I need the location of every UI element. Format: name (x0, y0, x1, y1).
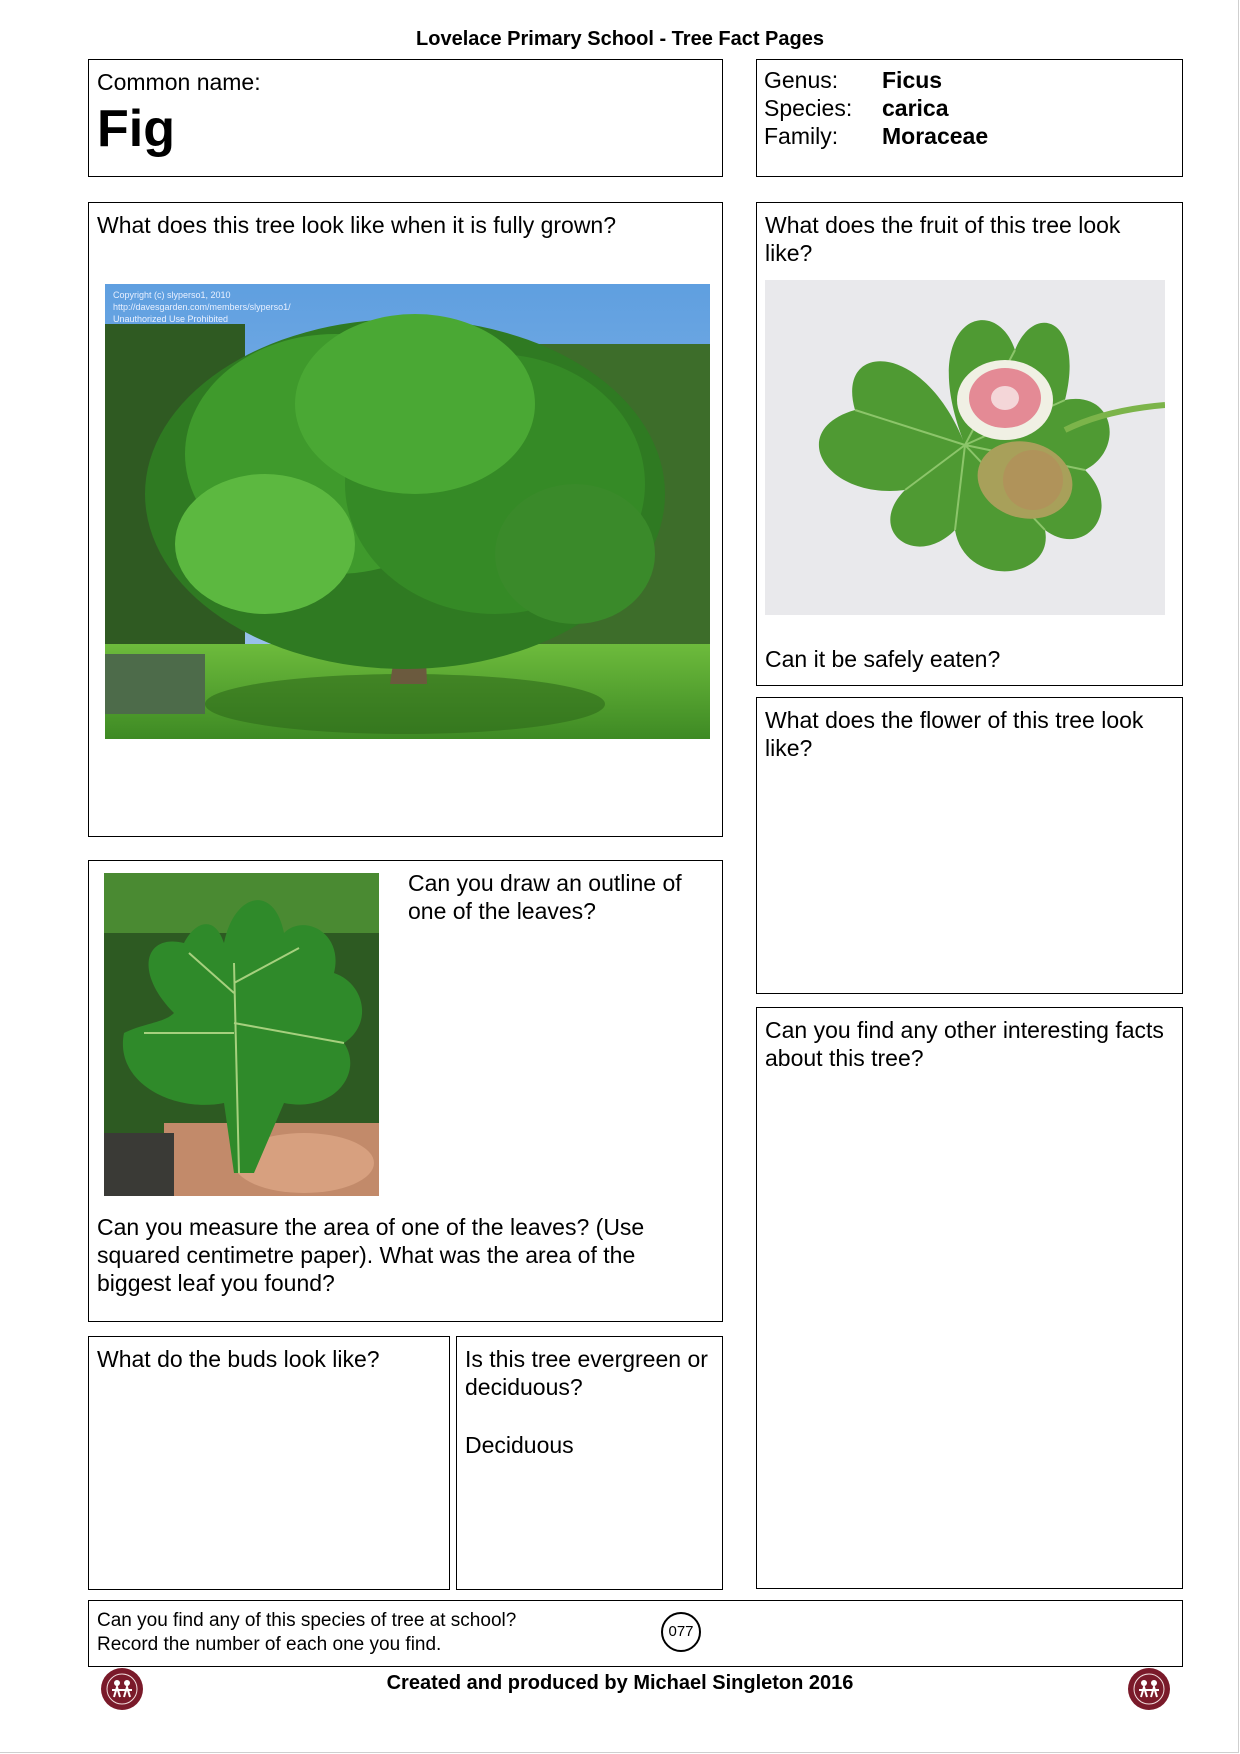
facts-box (756, 1007, 1183, 1589)
evergreen-question: Is this tree evergreen or deciduous? (465, 1346, 708, 1400)
photo-copyright-2: http://davesgarden.com/members/slyperso1/ (113, 302, 291, 312)
genus-value: Ficus (882, 67, 943, 93)
page-header: Lovelace Primary School - Tree Fact Pages (416, 28, 824, 50)
common-name-box (88, 59, 723, 177)
family-row (764, 122, 988, 150)
footer-credit: Created and produced by Michael Singleton 2016 (386, 1672, 854, 1694)
common-name-value: Fig (97, 100, 175, 158)
genus-label: Genus: (764, 67, 839, 93)
fig-fruit-photo (765, 280, 1165, 615)
buds-box (88, 1336, 450, 1590)
school-logo-right-icon (1127, 1667, 1171, 1711)
leaf-outline-question: Can you draw an outline of one of the leaves? (408, 870, 682, 924)
leaf-box (88, 860, 723, 1322)
species-row (764, 94, 949, 122)
fully-grown-question: What does this tree look like when it is fully grown? (97, 212, 617, 238)
fruit-edible-question: Can it be safely eaten? (765, 646, 1001, 672)
fruit-box (756, 202, 1183, 686)
page-number-badge: 077 (661, 1612, 701, 1652)
facts-question: Can you find any other interesting facts about this tree? (765, 1017, 1164, 1071)
fully-grown-box (88, 202, 723, 837)
photo-copyright-1: Copyright (c) slyperso1, 2010 (113, 290, 231, 300)
evergreen-answer: Deciduous (465, 1432, 574, 1458)
fig-leaf-photo (104, 873, 379, 1196)
family-label: Family: (764, 123, 839, 149)
genus-row (764, 66, 942, 94)
flower-box (756, 697, 1183, 994)
photo-copyright-3: Unauthorized Use Prohibited (113, 314, 229, 324)
evergreen-box (456, 1336, 723, 1590)
buds-question: What do the buds look like? (97, 1346, 380, 1372)
common-name-label: Common name: (97, 69, 261, 95)
fig-tree-photo (105, 284, 710, 739)
species-label: Species: (764, 95, 853, 121)
species-value: carica (882, 95, 949, 121)
classification-box (756, 59, 1183, 177)
flower-question: What does the flower of this tree look like? (765, 707, 1144, 761)
school-count-line1: Can you find any of this species of tree at school? (97, 1610, 517, 1631)
fruit-question: What does the fruit of this tree look like? (765, 212, 1121, 266)
school-count-box (88, 1600, 1183, 1667)
family-value: Moraceae (882, 123, 989, 149)
school-count-line2: Record the number of each one you find. (97, 1634, 442, 1655)
leaf-area-question: Can you measure the area of one of the leaves? (Use squared centimetre paper). What was the area of the biggest leaf you found? (97, 1214, 645, 1296)
